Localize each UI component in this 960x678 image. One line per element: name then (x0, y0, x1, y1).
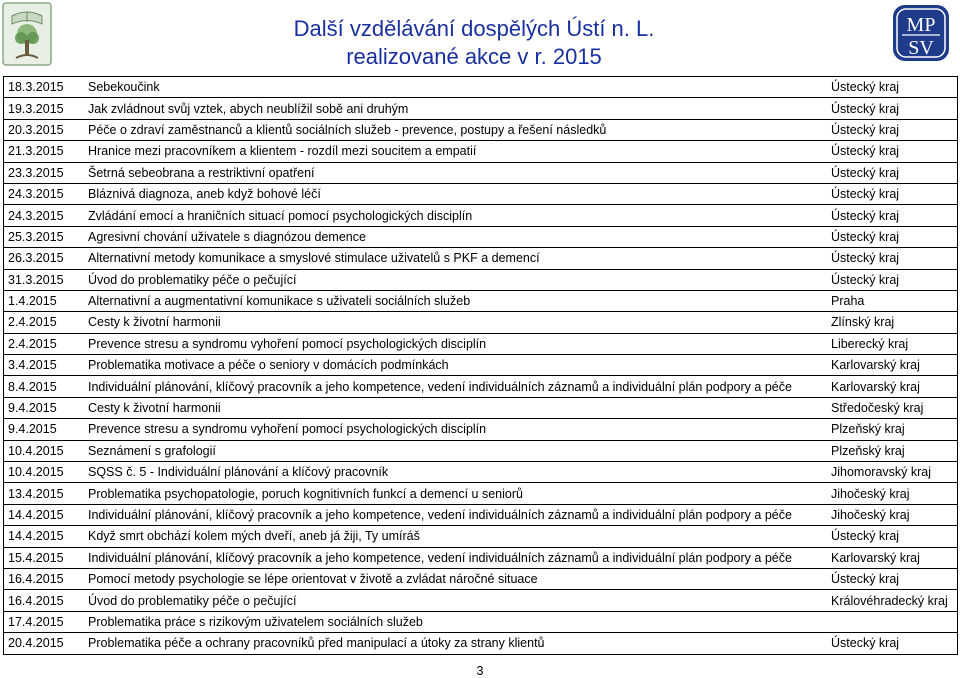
table-row (4, 226, 958, 247)
event-region: Plzeňský kraj (827, 419, 958, 440)
event-region: Ústecký kraj (827, 183, 958, 204)
event-title: SQSS č. 5 - Individuální plánování a klíčový pracovník (84, 462, 827, 483)
event-date: 25.3.2015 (4, 226, 85, 247)
table-row (4, 355, 958, 376)
table-row (4, 611, 958, 632)
event-title: Prevence stresu a syndromu vyhoření pomocí psychologických disciplín (84, 419, 827, 440)
page-number: 3 (476, 664, 484, 678)
table-row (4, 568, 958, 589)
event-region: Ústecký kraj (827, 205, 958, 226)
mpsv-logo-icon (892, 4, 950, 62)
table-row (4, 205, 958, 226)
event-date: 16.4.2015 (4, 590, 85, 611)
event-title: Cesty k životní harmonii (84, 312, 827, 333)
table-row (4, 312, 958, 333)
event-date: 18.3.2015 (4, 77, 85, 98)
event-date: 19.3.2015 (4, 98, 85, 119)
event-date: 8.4.2015 (4, 376, 85, 397)
table-row (4, 269, 958, 290)
event-date: 10.4.2015 (4, 462, 85, 483)
event-title: Péče o zdraví zaměstnanců a klientů sociálních služeb - prevence, postupy a řešení následků (84, 119, 827, 140)
event-title: Úvod do problematiky péče o pečující (84, 269, 827, 290)
event-region: Ústecký kraj (827, 633, 958, 654)
event-date: 24.3.2015 (4, 183, 85, 204)
event-title: Alternativní a augmentativní komunikace s uživateli sociálních služeb (84, 290, 827, 311)
table-row (4, 183, 958, 204)
event-title: Problematika psychopatologie, poruch kognitivních funkcí a demencí u seniorů (84, 483, 827, 504)
event-date: 9.4.2015 (4, 397, 85, 418)
event-title: Úvod do problematiky péče o pečující (84, 590, 827, 611)
table-row (4, 141, 958, 162)
event-title: Prevence stresu a syndromu vyhoření pomocí psychologických disciplín (84, 333, 827, 354)
event-title: Individuální plánování, klíčový pracovník a jeho kompetence, vedení individuálních záznamů a individuální plán podpory a péče (84, 547, 827, 568)
event-date: 10.4.2015 (4, 440, 85, 461)
event-date: 14.4.2015 (4, 504, 85, 525)
event-date: 14.4.2015 (4, 526, 85, 547)
table-row (4, 376, 958, 397)
event-title: Když smrt obchází kolem mých dveří, aneb já žiji, Ty umíráš (84, 526, 827, 547)
table-row (4, 119, 958, 140)
table-row (4, 397, 958, 418)
table-row (4, 547, 958, 568)
event-title: Pomocí metody psychologie se lépe orientovat v životě a zvládat náročné situace (84, 568, 827, 589)
event-region: Ústecký kraj (827, 226, 958, 247)
table-row (4, 462, 958, 483)
document-header (0, 0, 960, 76)
event-title: Cesty k životní harmonii (84, 397, 827, 418)
event-date: 3.4.2015 (4, 355, 85, 376)
document-title: Další vzdělávání dospělých Ústí n. L. (293, 16, 655, 41)
table-row (4, 526, 958, 547)
mpsv-logo (892, 4, 950, 62)
table-row (4, 590, 958, 611)
event-date: 9.4.2015 (4, 419, 85, 440)
event-region: Středočeský kraj (827, 397, 958, 418)
event-date: 1.4.2015 (4, 290, 85, 311)
event-date: 17.4.2015 (4, 611, 85, 632)
event-region: Ústecký kraj (827, 119, 958, 140)
table-row (4, 162, 958, 183)
table-row (4, 248, 958, 269)
table-row (4, 98, 958, 119)
event-region (827, 611, 958, 632)
event-region: Ústecký kraj (827, 77, 958, 98)
events-table-body (4, 77, 958, 655)
event-region: Liberecký kraj (827, 333, 958, 354)
event-date: 31.3.2015 (4, 269, 85, 290)
event-title: Zvládání emocí a hraničních situací pomocí psychologických disciplín (84, 205, 827, 226)
event-region: Ústecký kraj (827, 526, 958, 547)
event-date: 20.4.2015 (4, 633, 85, 654)
event-title: Jak zvládnout svůj vztek, abych neublížil sobě ani druhým (84, 98, 827, 119)
event-region: Ústecký kraj (827, 248, 958, 269)
event-region: Ústecký kraj (827, 98, 958, 119)
event-title: Seznámení s grafologií (84, 440, 827, 461)
event-title: Hranice mezi pracovníkem a klientem - rozdíl mezi soucitem a empatií (84, 141, 827, 162)
event-title: Alternativní metody komunikace a smyslové stimulace uživatelů s PKF a demencí (84, 248, 827, 269)
event-date: 15.4.2015 (4, 547, 85, 568)
event-title: Problematika práce s rizikovým uživatelem sociálních služeb (84, 611, 827, 632)
events-table (3, 76, 958, 655)
mpsv-logo-bottom-text: SV (908, 37, 934, 59)
event-title: Agresivní chování uživatele s diagnózou demence (84, 226, 827, 247)
table-row (4, 333, 958, 354)
event-region: Praha (827, 290, 958, 311)
event-date: 16.4.2015 (4, 568, 85, 589)
table-row (4, 504, 958, 525)
table-row (4, 483, 958, 504)
event-region: Karlovarský kraj (827, 355, 958, 376)
event-region: Jihomoravský kraj (827, 462, 958, 483)
event-region: Ústecký kraj (827, 162, 958, 183)
event-title: Problematika péče a ochrany pracovníků před manipulací a útoky za strany klientů (84, 633, 827, 654)
event-title: Problematika motivace a péče o seniory v domácích podmínkách (84, 355, 827, 376)
event-date: 20.3.2015 (4, 119, 85, 140)
table-row (4, 440, 958, 461)
event-region: Plzeňský kraj (827, 440, 958, 461)
event-region: Jihočeský kraj (827, 483, 958, 504)
event-region: Karlovarský kraj (827, 376, 958, 397)
table-row (4, 633, 958, 654)
event-region: Ústecký kraj (827, 141, 958, 162)
event-date: 24.3.2015 (4, 205, 85, 226)
document-subtitle: realizované akce v r. 2015 (346, 44, 602, 69)
table-row (4, 419, 958, 440)
event-region: Královéhradecký kraj (827, 590, 958, 611)
event-region: Jihočeský kraj (827, 504, 958, 525)
event-date: 23.3.2015 (4, 162, 85, 183)
event-title: Individuální plánování, klíčový pracovník a jeho kompetence, vedení individuálních záznamů a individuální plán podpory a péče (84, 504, 827, 525)
event-date: 2.4.2015 (4, 333, 85, 354)
table-row (4, 290, 958, 311)
event-region: Ústecký kraj (827, 568, 958, 589)
event-region: Karlovarský kraj (827, 547, 958, 568)
event-date: 2.4.2015 (4, 312, 85, 333)
event-title: Bláznivá diagnoza, aneb když bohové léčí (84, 183, 827, 204)
event-date: 13.4.2015 (4, 483, 85, 504)
event-date: 21.3.2015 (4, 141, 85, 162)
mpsv-logo-top-text: MP (906, 14, 936, 36)
event-region: Zlínský kraj (827, 312, 958, 333)
table-row (4, 77, 958, 98)
event-title: Šetrná sebeobrana a restriktivní opatření (84, 162, 827, 183)
event-date: 26.3.2015 (4, 248, 85, 269)
event-title: Individuální plánování, klíčový pracovník a jeho kompetence, vedení individuálních záznamů a individuální plán podpory a péče (84, 376, 827, 397)
event-title: Sebekoučink (84, 77, 827, 98)
event-region: Ústecký kraj (827, 269, 958, 290)
